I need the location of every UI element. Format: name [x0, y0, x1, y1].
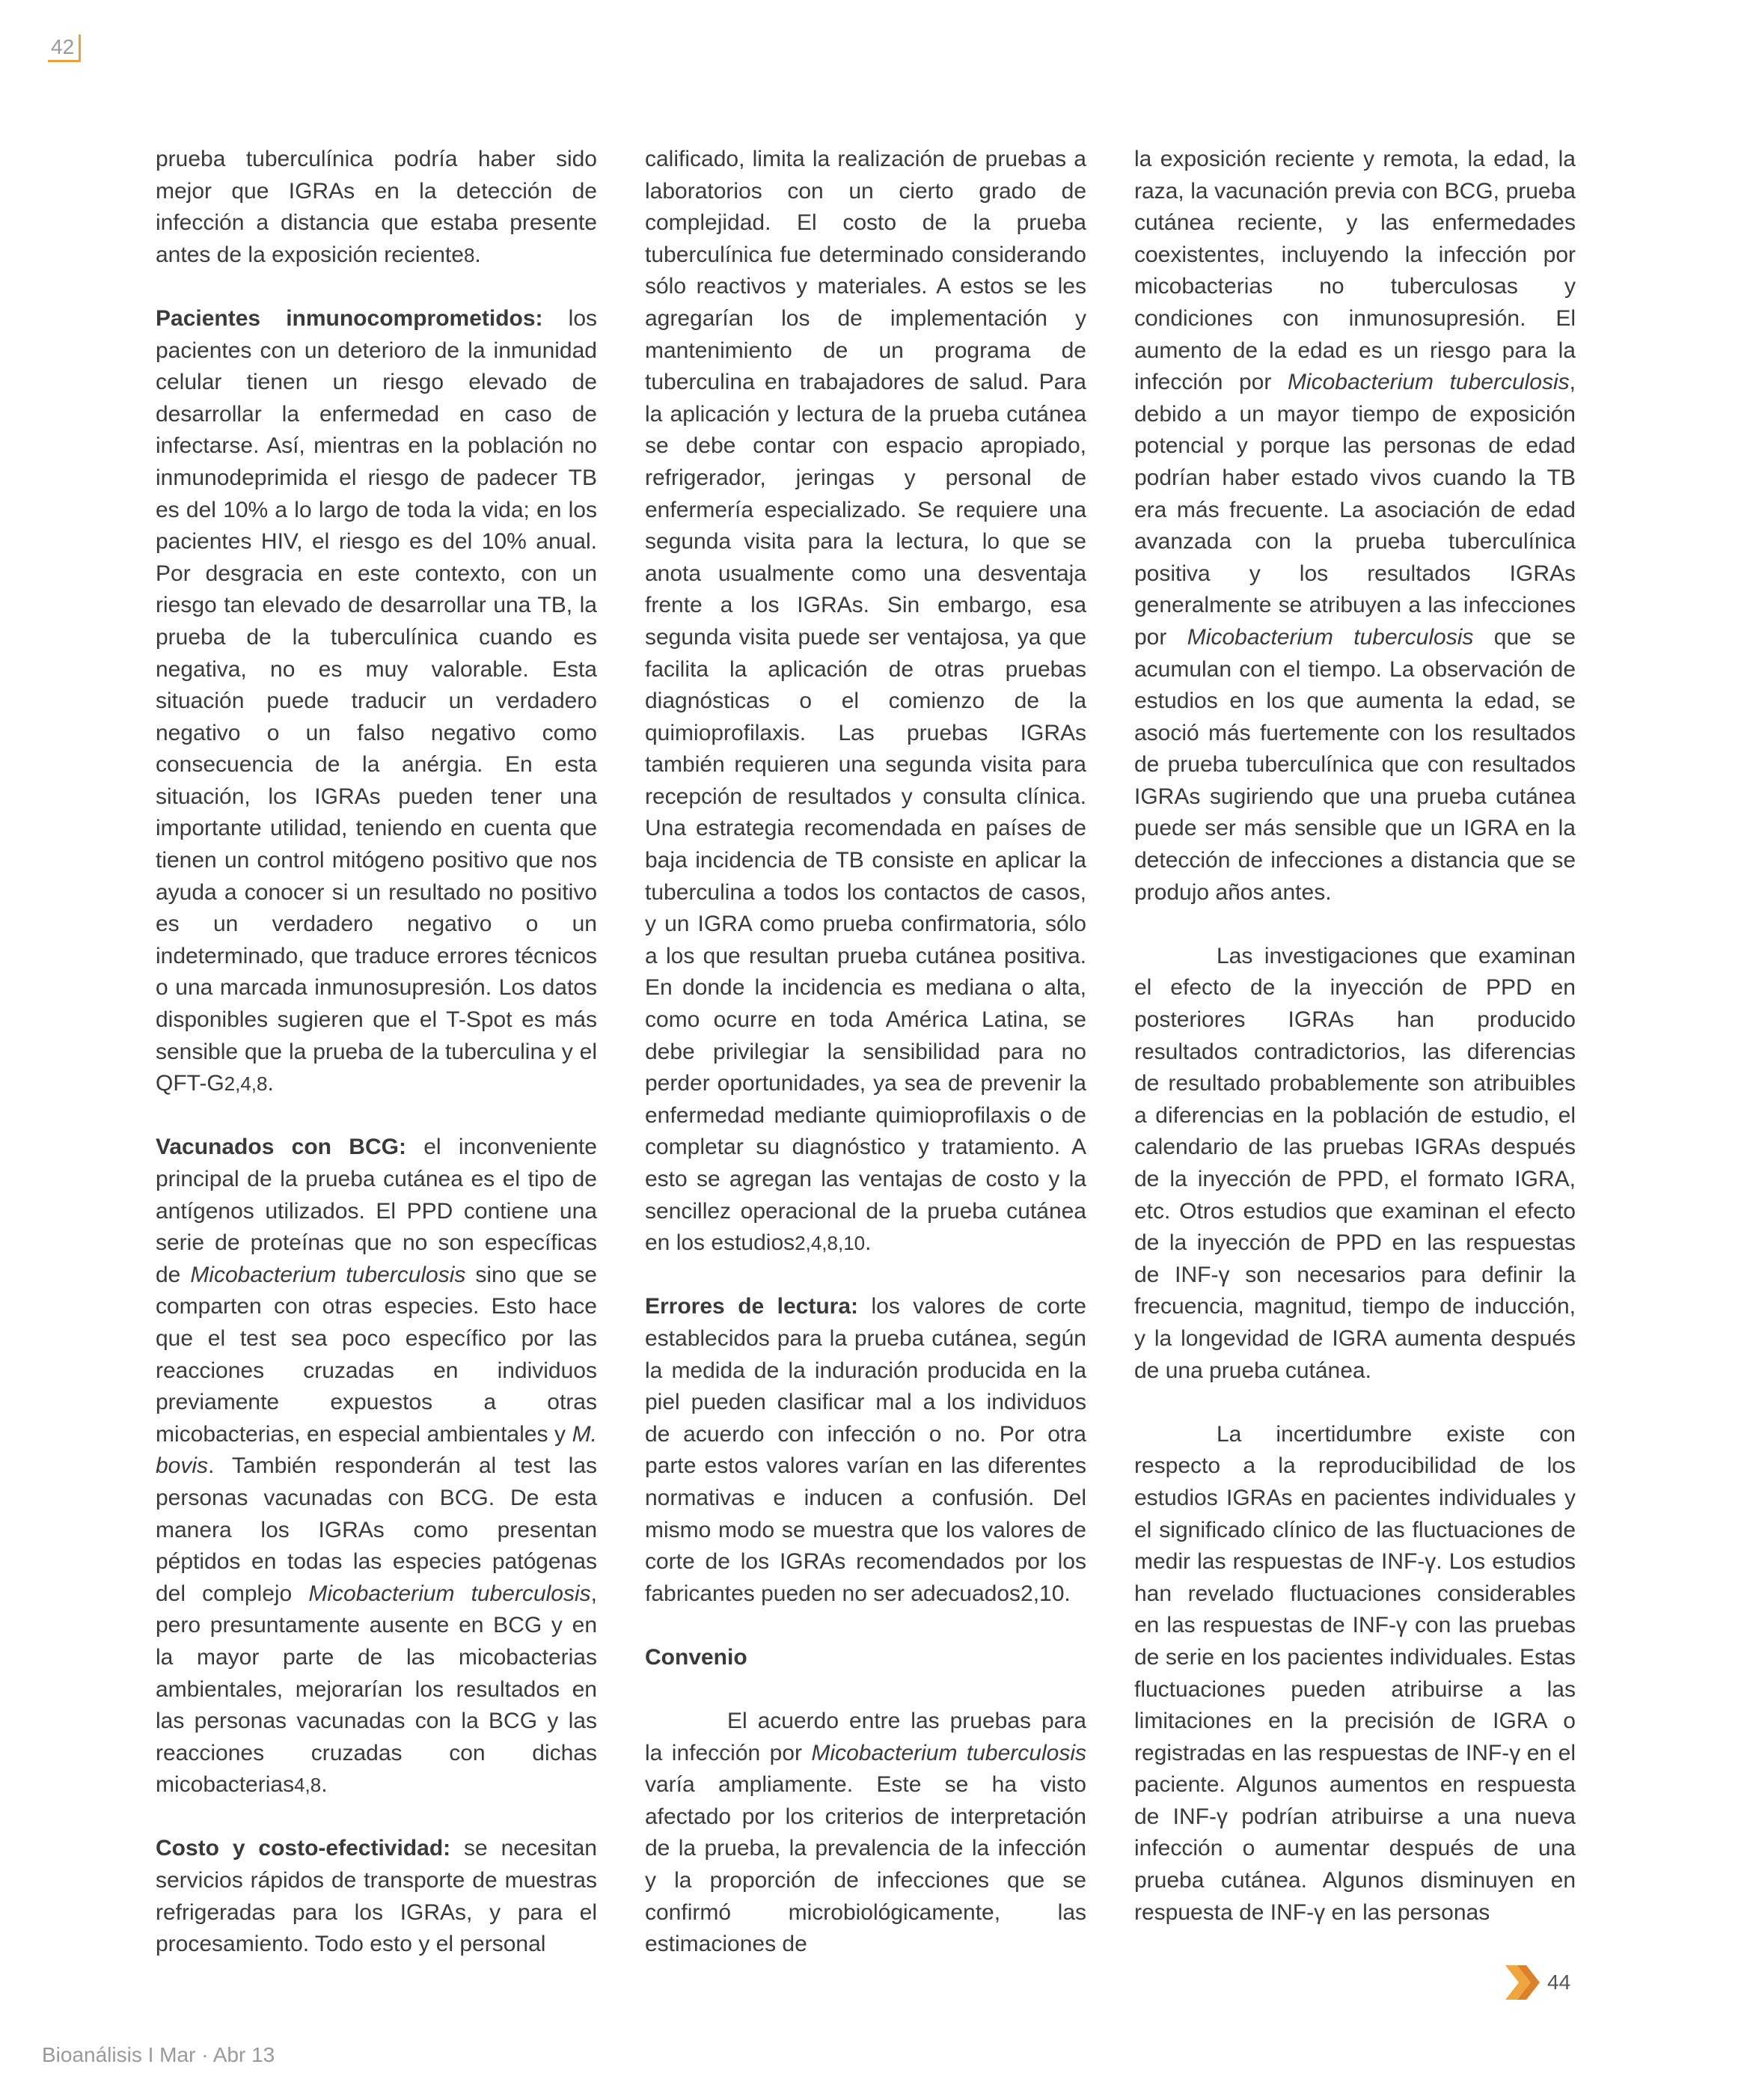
text-column-2	[645, 144, 1086, 1961]
paragraph: Las investigaciones que examinan el efecto de la inyección de PPD en posteriores IGRAs han producido resultados contradictorios, las diferencias de resultado probablemente son atribuibles a diferencias en la población de estudio, el calendario de las pruebas IGRAs después de la inyección de PPD, el formato IGRA, etc. Otros estudios que examinan el efecto de la inyección de PPD en las respuestas de INF-γ son necesarios para definir la frecuencia, magnitud, tiempo de inducción, y la longevidad de IGRA aumenta después de una prueba cutánea.	[1134, 943, 1576, 1383]
text-column-3	[1134, 144, 1576, 1929]
paragraph: Errores de lectura: los valores de corte establecidos para la prueba cutánea, según la medida de la induración producida en la piel pueden clasificar mal a los individuos de acuerdo con infección o no. Por otra parte estos valores varían en las diferentes normativas e inducen a confusión. Del mismo modo se muestra que los valores de corte de los IGRAs recomendados por los fabricantes pueden no ser adecuados2,10.	[645, 1294, 1086, 1606]
paragraph: El acuerdo entre las pruebas para la infección por Micobacterium tuberculosis varía ampliamente. Este se ha visto afectado por los criterios de interpretación de la prueba, la prevalencia de la infección y la proporción de infecciones que se confirmó microbiológicamente, las estimaciones de	[645, 1709, 1086, 1957]
section-lead: Pacientes inmunocomprometidos:	[156, 305, 543, 331]
section-heading: Convenio	[645, 1644, 747, 1670]
reference: 2,4,8,10	[795, 1232, 866, 1255]
paragraph: Pacientes inmunocomprometidos: los pacientes con un deterioro de la inmunidad celular tienen un riesgo elevado de desarrollar la enfermedad en caso de infectarse. Así, mientras en la población no inmunodeprimida el riesgo de padecer TB es del 10% a lo largo de toda la vida; en los pacientes HIV, el riesgo es del 10% anual. Por desgracia en este contexto, con un riesgo tan elevado de desarrollar una TB, la prueba de la tuberculínica cuando es negativa, no es muy valorable. Esta situación puede traducir un verdadero negativo o un falso negativo como consecuencia de la anérgia. En esta situación, los IGRAs pueden tener una importante utilidad, teniendo en cuenta que tienen un control mitógeno positivo que nos ayuda a conocer si un resultado no positivo es un verdadero negativo o un indeterminado, que traduce errores técnicos o una marcada inmunosupresión. Los datos disponibles sugieren que el T-Spot es más sensible que la prueba de la tuberculina y el QFT-G2,4,8.	[156, 305, 597, 1096]
footer-publication: Bioanálisis I Mar · Abr 13	[42, 2043, 275, 2066]
reference: 4,8	[294, 1774, 322, 1797]
text-column-1	[156, 144, 597, 1961]
paragraph: la exposición reciente y remota, la edad, la raza, la vacunación previa con BCG, prueba cutánea reciente, y las enfermedades coexistentes, incluyendo la infección por micobacterias no tuberculosas y condiciones con inmunosupresión. El aumento de la edad es un riesgo para la infección por Micobacterium tuberculosis, debido a un mayor tiempo de exposición potencial y porque las personas de edad podrían haber estado vivos cuando la TB era más frecuente. La asociación de edad avanzada con la prueba tuberculínica positiva y los resultados IGRAs generalmente se atribuyen a las infecciones por Micobacterium tuberculosis que se acumulan con el tiempo. La observación de estudios en los que aumenta la edad, se asoció más fuertemente con los resultados de prueba tuberculínica que con resultados IGRAs sugiriendo que una prueba cutánea puede ser más sensible que un IGRA en la detección de infecciones a distancia que se produjo años antes.	[1134, 147, 1576, 905]
paragraph: Costo y costo-efectividad: se necesitan servicios rápidos de transporte de muestras refrigeradas para los IGRAs, y para el procesamiento. Todo esto y el personal	[156, 1836, 597, 1957]
section-lead: Costo y costo-efectividad:	[156, 1836, 451, 1861]
reference: 2,4,8	[224, 1072, 268, 1096]
paragraph: prueba tuberculínica podría haber sido mejor que IGRAs en la detección de infección a distancia que estaba presente antes de la exposición reciente8.	[156, 147, 597, 267]
paragraph: La incertidumbre existe con respecto a la reproducibilidad de los estudios IGRAs en pacientes individuales y el significado clínico de las fluctuaciones de medir las respuestas de INF-γ. Los estudios han revelado fluctuaciones considerables en las respuestas de INF-γ con las pruebas de serie en los pacientes individuales. Estas fluctuaciones pueden atribuirse a las limitaciones en la precisión de IGRA o registradas en las respuestas de INF-γ en el paciente. Algunos aumentos en respuesta de INF-γ podrían atribuirse a una nueva infección o aumentar después de una prueba cutánea. Algunos disminuyen en respuesta de INF-γ en las personas	[1134, 1421, 1576, 1925]
double-chevron-right-icon[interactable]	[1504, 1964, 1541, 2001]
paragraph: Vacunados con BCG: el inconveniente principal de la prueba cutánea es el tipo de antígenos utilizados. El PPD contiene una serie de proteínas que no son específicas de Micobacterium tuberculosis sino que se comparten con otras especies. Esto hace que el test sea poco específico por las reacciones cruzadas en individuos previamente expuestos a otras micobacterias, en especial ambientales y M. bovis. También responderán al test las personas vacunadas con BCG. De esta manera los IGRAs como presentan péptidos en todas las especies patógenas del complejo Micobacterium tuberculosis, pero presuntamente ausente en BCG y en la mayor parte de las micobacterias ambientales, mejorarían los resultados en las personas vacunadas con la BCG y las reacciones cruzadas con dichas micobacterias4,8.	[156, 1135, 597, 1798]
section-lead: Errores de lectura:	[645, 1294, 859, 1319]
bottom-page-number: 44	[1547, 1971, 1571, 1994]
paragraph: calificado, limita la realización de pruebas a laboratorios con un cierto grado de complejidad. El costo de la prueba tuberculínica fue determinado considerando sólo reactivos y materiales. A estos se les agregarían los de implementación y mantenimiento de un programa de tuberculina en trabajadores de salud. Para la aplicación y lectura de la prueba cutánea se debe contar con espacio apropiado, refrigerador, jeringas y personal de enfermería especializado. Se requiere una segunda visita para la lectura, lo que se anota usualmente como una desventaja frente a los IGRAs. Sin embargo, esa segunda visita puede ser ventajosa, ya que facilita la aplicación de otras pruebas diagnósticas o el comienzo de la quimioprofilaxis. Las pruebas IGRAs también requieren una segunda visita para recepción de resultados y consulta clínica. Una estrategia recomendada en países de baja incidencia de TB consiste en aplicar la tuberculina a todos los contactos de casos, y un IGRA como prueba confirmatoria, sólo a los que resultan prueba cutánea positiva. En donde la incidencia es mediana o alta, como ocurre en toda América Latina, se debe privilegiar la sensibilidad para no perder oportunidades, ya sea de prevenir la enfermedad mediante quimioprofilaxis o de completar su diagnóstico y tratamiento. A esto se agregan las ventajas de costo y la sencillez operacional de la prueba cutánea en los estudios2,4,8,10.	[645, 147, 1086, 1256]
reference: 8	[463, 243, 475, 266]
top-page-number: 42	[48, 34, 81, 62]
section-lead: Vacunados con BCG:	[156, 1135, 406, 1160]
